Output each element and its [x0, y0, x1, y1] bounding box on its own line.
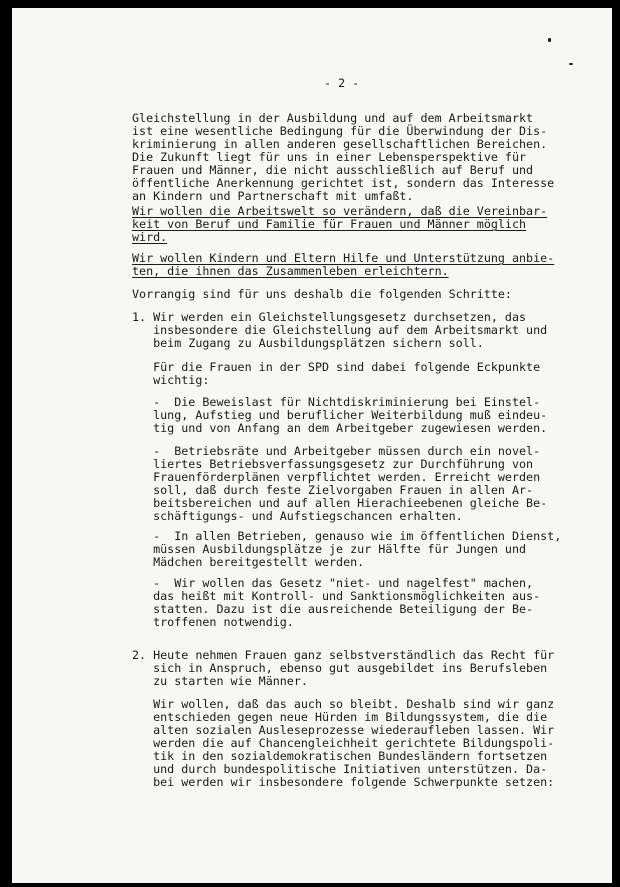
text-line: entschieden gegen neue Hürden im Bildungssystem, die die [132, 710, 548, 724]
text-line: ten, die ihnen das Zusammenleben erleichtern. [132, 264, 449, 278]
text-line: Für die Frauen in der SPD sind dabei folgende Eckpunkte [132, 360, 541, 374]
scan-speck [569, 63, 573, 65]
text-line: wird. [132, 230, 168, 244]
text-line: Wir wollen, daß das auch so bleibt. Deshalb sind wir ganz [132, 697, 555, 711]
text-line: soll, daß durch feste Zielvorgaben Frauen in allen Ar- [132, 483, 534, 497]
text-line: kriminierung in allen anderen gesellschaftlichen Bereichen. [132, 137, 548, 151]
text-line: bei werden wir insbesondere folgende Schwerpunkte setzen: [132, 775, 555, 789]
text-line: liertes Betriebsverfassungsgesetz zur Durchführung von [132, 457, 534, 471]
text-line: müssen Ausbildungsplätze je zur Hälfte für Jungen und [132, 542, 527, 556]
text-line: Vorrangig sind für uns deshalb die folgenden Schritte: [132, 287, 512, 301]
text-line: keit von Beruf und Familie für Frauen und Männer möglich [132, 217, 527, 231]
document-page [12, 8, 612, 883]
text-line: beitsbereichen und auf allen Hierachieebenen gleiche Be- [132, 496, 548, 510]
text-line: tik in den sozialdemokratischen Bundesländern fortsetzen [132, 749, 548, 763]
text-line: schäftigungs- und Aufstiegschancen erhalten. [132, 509, 463, 523]
text-line: beim Zugang zu Ausbildungsplätzen sichern soll. [132, 336, 484, 350]
page-number: - 2 - [324, 76, 360, 90]
text-line: werden die auf Chancengleichheit gerichtete Bildungspoli- [132, 736, 555, 750]
text-line: Frauen und Männer, die nicht ausschließlich auf Beruf und [132, 163, 534, 177]
text-line: Frauenförderplänen verpflichtet werden. Erreicht werden [132, 470, 541, 484]
scan-speck [548, 38, 551, 42]
text-line: tig und von Anfang an dem Arbeitgeber zugewiesen werden. [132, 421, 548, 435]
text-line: - Die Beweislast für Nichtdiskriminierung bei Einstel- [132, 395, 541, 409]
text-line: an Kindern und Partnerschaft mit umfaßt. [132, 189, 414, 203]
text-line: statten. Dazu ist die ausreichende Beteiligung der Be- [132, 602, 534, 616]
text-line: - Betriebsräte und Arbeitgeber müssen durch ein novel- [132, 444, 541, 458]
text-line: lung, Aufstieg und beruflicher Weiterbildung muß eindeu- [132, 408, 548, 422]
text-line: ist eine wesentliche Bedingung für die Überwindung der Dis- [132, 124, 548, 138]
text-line: alten sozialen Ausleseprozesse wiederaufleben lassen. Wir [132, 723, 555, 737]
text-line: Wir wollen Kindern und Eltern Hilfe und Unterstützung anbie- [132, 251, 555, 265]
text-line: insbesondere die Gleichstellung auf dem Arbeitsmarkt und [132, 323, 548, 337]
text-line: Die Zukunft liegt für uns in einer Lebensperspektive für [132, 150, 527, 164]
text-line: - Wir wollen das Gesetz "niet- und nagelfest" machen, [132, 576, 534, 590]
text-line: öffentliche Anerkennung gerichtet ist, sondern das Interesse [132, 176, 555, 190]
text-line: zu starten wie Männer. [132, 674, 308, 688]
text-line: - In allen Betrieben, genauso wie im öffentlichen Dienst, [132, 529, 562, 543]
text-line: troffenen notwendig. [132, 615, 294, 629]
text-line: 1. Wir werden ein Gleichstellungsgesetz durchsetzen, das [132, 310, 527, 324]
text-line: Wir wollen die Arbeitswelt so verändern, daß die Vereinbar- [132, 204, 548, 218]
text-line: wichtig: [132, 373, 210, 387]
text-line: das heißt mit Kontroll- und Sanktionsmöglichkeiten aus- [132, 589, 541, 603]
text-line: Mädchen bereitgestellt werden. [132, 555, 365, 569]
text-line: sich in Anspruch, ebenso gut ausgebildet ins Berufsleben [132, 661, 548, 675]
text-line: Gleichstellung in der Ausbildung und auf dem Arbeitsmarkt [132, 111, 534, 125]
text-line: 2. Heute nehmen Frauen ganz selbstverständlich das Recht für [132, 648, 555, 662]
text-line: und durch bundespolitische Initiativen unterstützen. Da- [132, 762, 548, 776]
